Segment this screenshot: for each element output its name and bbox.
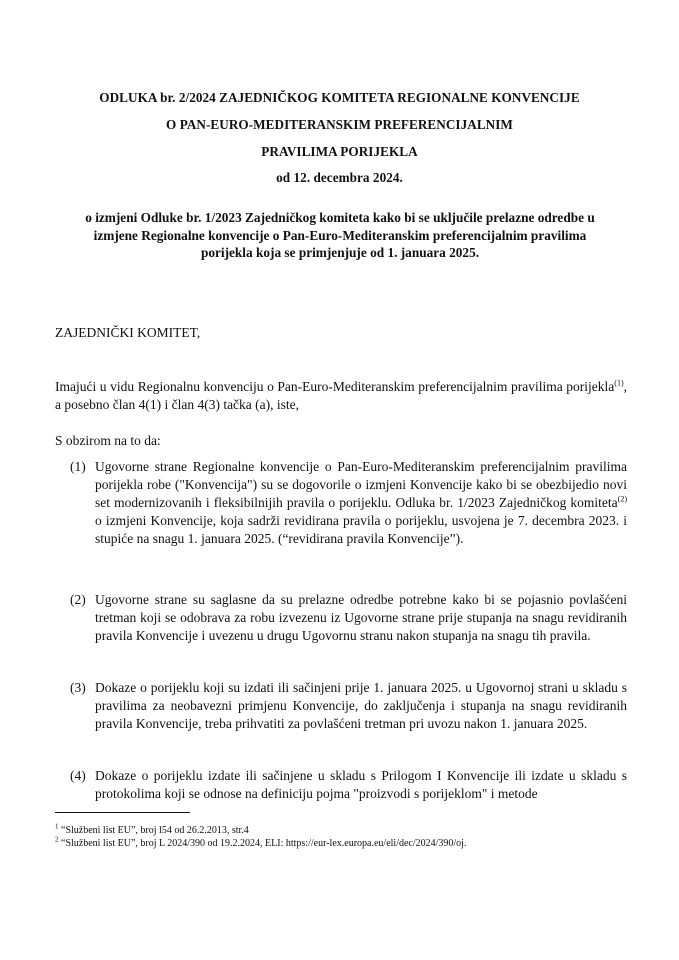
paragraph-2-text: Ugovorne strane su saglasne da su prelazne odredbe potrebne kako bi se pojasnio povlašćeni tretman koji se odobrava za robu izvezenu iz Ugovorne strane prije stupanja na snagu revidiranih pravila Konvencije i uvezenu u drugu Ugovornu stranu nakon stupanja na snagu tih pravila.: [95, 592, 627, 643]
whereas-heading: S obzirom na to da:: [55, 433, 161, 448]
decision-title-line-3: PRAVILIMA PORIJEKLA: [261, 144, 418, 159]
paragraph-number: (1): [70, 459, 86, 474]
paragraph-number: (4): [70, 768, 86, 783]
footnote-2: [55, 837, 655, 850]
footnote-2-text: “Službeni list EU”, broj L 2024/390 od 19.2.2024, ELI: https://eur-lex.europa.eu/eli/dec/2024/390/oj.: [58, 838, 467, 849]
footnote-ref-1: (1): [614, 378, 624, 388]
footnote-separator: [55, 812, 190, 813]
committee-heading: ZAJEDNIČKI KOMITET,: [55, 325, 201, 340]
decision-title-line-1: ODLUKA br. 2/2024 ZAJEDNIČKOG KOMITETA REGIONALNE KONVENCIJE: [99, 90, 580, 105]
footnote-ref-2: (2): [617, 494, 627, 504]
preamble-paragraph: [55, 378, 627, 414]
preamble-text-part1: Imajući u vidu Regionalnu konvenciju o Pan-Euro-Mediteranskim preferencijalnim pravilima porijekla: [55, 379, 615, 394]
decision-subtitle: o izmjeni Odluke br. 1/2023 Zajedničkog komiteta kako bi se uključile prelazne odredbe u izmjene Regionalne konvencije o Pan-Euro-Mediteranskim preferencijalnim pravilima porijekla koja se primjenjuje od 1. januara 2025.: [85, 210, 595, 260]
footnote-1: [55, 824, 655, 837]
footnote-1-text: “Službeni list EU”, broj l54 od 26.2.2013, str.4: [58, 825, 249, 836]
paragraph-1-text-b: o izmjeni Konvencije, koja sadrži revidirana pravila o porijeklu, usvojena je 7. decembra 2023. i stupiće na snagu 1. januara 2025. (“revidirana pravila Konvencije”).: [95, 513, 627, 546]
paragraph-4-text: Dokaze o porijeklu izdate ili sačinjene u skladu s Prilogom I Konvencije ili izdate u skladu s protokolima koji se odnose na definiciju pojma "proizvodi s porijeklom" i metode: [95, 768, 627, 801]
decision-date: od 12. decembra 2024.: [276, 170, 403, 185]
footnote-mark: 1: [55, 822, 59, 831]
decision-title-line-2: O PAN-EURO-MEDITERANSKIM PREFERENCIJALNIM: [166, 117, 513, 132]
paragraph-1-text: [95, 458, 627, 548]
paragraph-number: (3): [70, 680, 86, 695]
paragraph-1-text-a: Ugovorne strane Regionalne konvencije o Pan-Euro-Mediteranskim preferencijalnim pravilima porijekla robe ("Konvencija") su se dogovorile o izmjeni Konvencije kako bi se obezbijedio novi set modernizovanih i fleksibilnijih pravila o porijeklu. Odluka br. 1/2023 Zajedničkog komiteta: [95, 459, 627, 510]
preamble-text-part2: , a posebno član 4(1) i član 4(3) tačka (a), iste,: [55, 379, 627, 412]
footnote-mark: 2: [55, 835, 59, 844]
paragraph-3-text: Dokaze o porijeklu koji su izdati ili sačinjeni prije 1. januara 2025. u Ugovornoj strani u skladu s pravilima za neobavezni primjenu Konvencije, do zaključenja i stupanja na snagu revidiranih pravila Konvencije, treba prihvatiti za povlašćeni tretman pri uvozu nakon 1. januara 2025.: [95, 680, 627, 731]
paragraph-number: (2): [70, 592, 86, 607]
